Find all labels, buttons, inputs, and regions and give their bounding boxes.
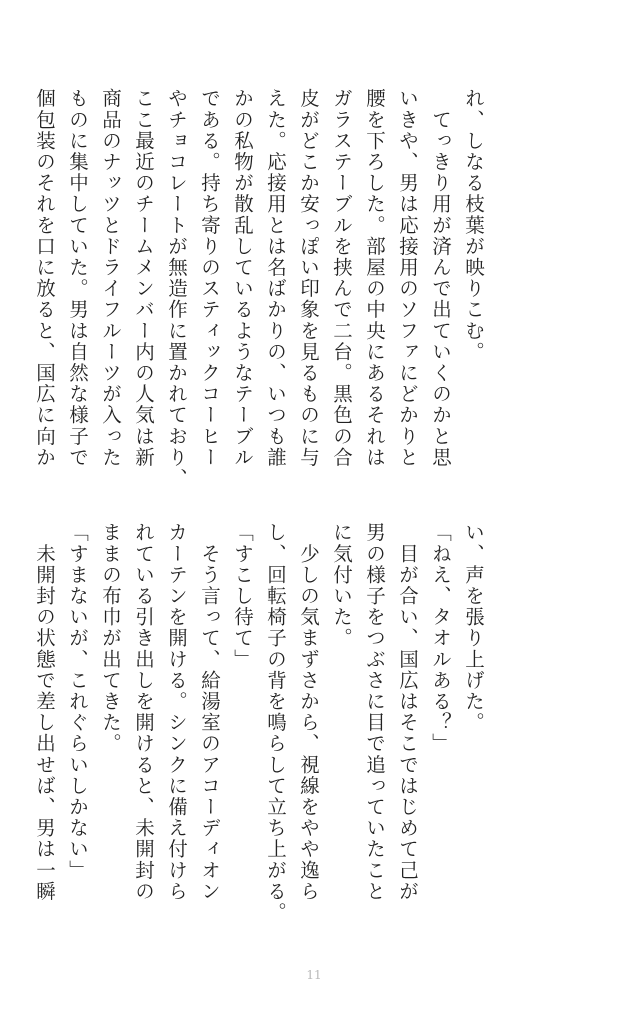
page-number: 11 bbox=[306, 968, 322, 982]
text-line: ここ最近のチームメンバー内の人気は新 bbox=[132, 88, 155, 468]
text-line: カーテンを開ける。シンクに備え付けら bbox=[165, 522, 188, 902]
text-line: ままの布巾が出てきた。 bbox=[99, 522, 122, 755]
text-line: 皮がどこか安っぽい印象を見るものに与 bbox=[297, 88, 320, 468]
text-line: ものに集中していた。男は自然な様子で bbox=[66, 88, 89, 468]
text-block-bottom bbox=[28, 522, 490, 922]
text-line: い、声を張り上げた。 bbox=[462, 522, 485, 733]
text-block-top bbox=[28, 88, 490, 488]
text-line: てっきり用が済んで出ていくのかと思 bbox=[429, 88, 452, 468]
text-line: 商品のナッツとドライフルーツが入った bbox=[99, 88, 122, 468]
text-line: 少しの気まずさから、視線をやや逸ら bbox=[297, 522, 320, 902]
text-line: そう言って、給湯室のアコーディオン bbox=[198, 522, 221, 902]
text-line: れ、しなる枝葉が映りこむ。 bbox=[462, 88, 485, 363]
text-line: ガラステーブルを挟んで二台。黒色の合 bbox=[330, 88, 353, 468]
text-line: 腰を下ろした。部屋の中央にあるそれは bbox=[363, 88, 386, 468]
text-line: 「ねえ、タオルある？」 bbox=[429, 522, 452, 755]
text-line: である。持ち寄りのスティックコーヒー bbox=[198, 88, 221, 468]
text-line: し、回転椅子の背を鳴らして立ち上がる。 bbox=[264, 522, 287, 923]
text-line: やチョコレートが無造作に置かれており、 bbox=[165, 88, 188, 489]
text-line: 目が合い、国広はそこではじめて己が bbox=[396, 522, 419, 902]
text-line: に気付いた。 bbox=[330, 522, 353, 649]
text-line: 「すまないが、これぐらいしかない」 bbox=[66, 522, 89, 881]
text-line: 「すこし待て」 bbox=[231, 522, 254, 670]
text-line: かの私物が散乱しているようなテーブル bbox=[231, 88, 254, 468]
text-line: えた。応接用とは名ばかりの、いつも誰 bbox=[264, 88, 287, 468]
text-line: れている引き出しを開けると、未開封の bbox=[132, 522, 155, 902]
text-line: 未開封の状態で差し出せば、男は一瞬 bbox=[33, 522, 56, 902]
text-line: 男の様子をつぶさに目で追っていたこと bbox=[363, 522, 386, 902]
text-line: 個包装のそれを口に放ると、国広に向か bbox=[33, 88, 56, 468]
text-line: いきや、男は応接用のソファにどかりと bbox=[396, 88, 419, 468]
